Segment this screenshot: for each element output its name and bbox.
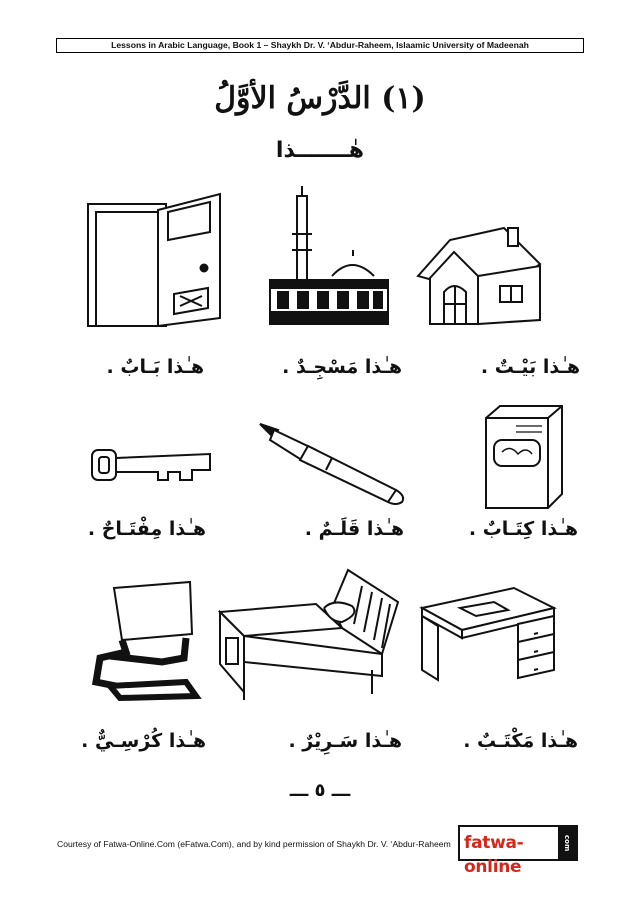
caption-desk: هـٰذا مَكْتَـبٌ . xyxy=(463,730,578,752)
book-icon xyxy=(476,404,566,514)
fatwa-online-logo[interactable] xyxy=(458,825,578,877)
door-icon xyxy=(84,190,228,332)
bed-icon xyxy=(212,566,404,706)
page-number: ـــ ٥ ـــ xyxy=(289,780,351,801)
logo-suffix: com xyxy=(558,827,576,859)
desk-icon xyxy=(418,580,560,684)
caption-bed: هـٰذا سَـرِيْرٌ . xyxy=(288,730,402,752)
caption-book: هـٰذا كِتَـابٌ . xyxy=(468,518,578,540)
caption-chair: هـٰذا كُرْسِـيٌّ . xyxy=(81,730,206,752)
caption-mosque: هـٰذا مَسْجِـدٌ . xyxy=(282,356,402,378)
pen-icon xyxy=(256,420,410,506)
page-header: Lessons in Arabic Language, Book 1 – Shaykh Dr. V. ‘Abdur-Raheem, Islaamic University of Madeenah xyxy=(56,38,584,53)
mosque-icon xyxy=(262,184,394,330)
logo-text: fatwa-online xyxy=(464,833,524,877)
key-icon xyxy=(88,444,216,486)
lesson-title: (١) الدَّرْسُ الأوَّلُ xyxy=(214,81,426,116)
footer-credit: Courtesy of Fatwa-Online.Com (eFatwa.Com), and by kind permission of Shaykh Dr. V. ‘Abdur-Raheem xyxy=(57,839,451,849)
caption-key: هـٰذا مِفْتَـاحٌ . xyxy=(87,518,206,540)
chair-icon xyxy=(86,578,206,702)
caption-door: هـٰذا بَـابٌ . xyxy=(106,356,204,378)
caption-pen: هـٰذا قَلَـمٌ . xyxy=(304,518,404,540)
caption-house: هـٰذا بَيْـتٌ . xyxy=(480,356,580,378)
house-icon xyxy=(414,220,564,332)
lesson-subtitle: هٰـــــــذا xyxy=(275,138,365,163)
